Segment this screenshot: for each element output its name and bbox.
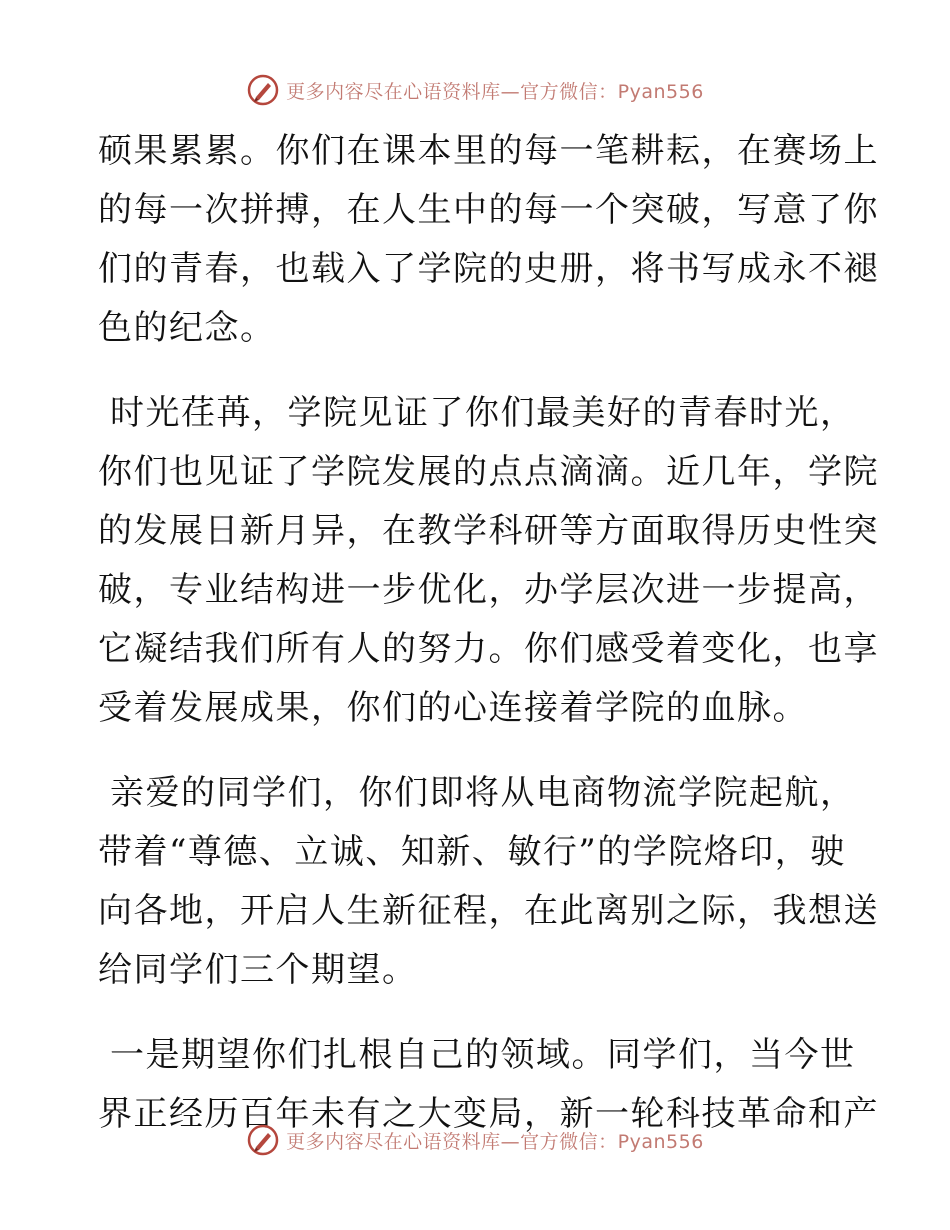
pen-in-circle-icon: [246, 1123, 280, 1157]
text-line: 向各地，开启人生新征程，在此离别之际，我想送: [98, 891, 879, 931]
footer-watermark: [0, 1120, 950, 1160]
text-line: 硕果累累。你们在课本里的每一笔耕耘，在赛场上: [98, 131, 879, 171]
text-line: 色的纪念。: [98, 308, 276, 348]
paragraph: [98, 764, 879, 1000]
text-line: 带着“尊德、立诚、知新、敏行”的学院烙印，驶: [98, 832, 846, 872]
text-line: 它凝结我们所有人的努力。你们感受着变化，也享: [98, 629, 879, 669]
text-line: 给同学们三个期望。: [98, 950, 418, 990]
text-line: 你们也见证了学院发展的点点滴滴。近几年，学院: [98, 452, 879, 492]
text-line: 的每一次拼搏，在人生中的每一个突破，写意了你: [98, 190, 879, 230]
text-line: 破，专业结构进一步优化，办学层次进一步提高，: [98, 570, 879, 610]
text-line: 亲爱的同学们，你们即将从电商物流学院起航，: [110, 773, 856, 813]
text-line: 时光荏苒，学院见证了你们最美好的青春时光，: [110, 393, 856, 433]
paragraph: [98, 384, 879, 738]
watermark-text: 更多内容尽在心语资料库—官方微信：Pyan556: [286, 80, 704, 103]
text-line: 受着发展成果，你们的心连接着学院的血脉。: [98, 688, 808, 728]
header-watermark: [0, 70, 950, 110]
text-line: 的发展日新月异，在教学科研等方面取得历史性突: [98, 511, 879, 551]
text-line: 们的青春，也载入了学院的史册，将书写成永不褪: [98, 249, 879, 289]
document-body: [98, 122, 879, 1170]
text-line: 一是期望你们扎根自己的领域。同学们，当今世: [110, 1035, 856, 1075]
pen-in-circle-icon: [246, 73, 280, 107]
watermark-text: 更多内容尽在心语资料库—官方微信：Pyan556: [286, 1130, 704, 1153]
paragraph: [98, 122, 879, 358]
text-line: 界正经历百年未有之大变局，新一轮科技革命和产: [98, 1094, 879, 1134]
